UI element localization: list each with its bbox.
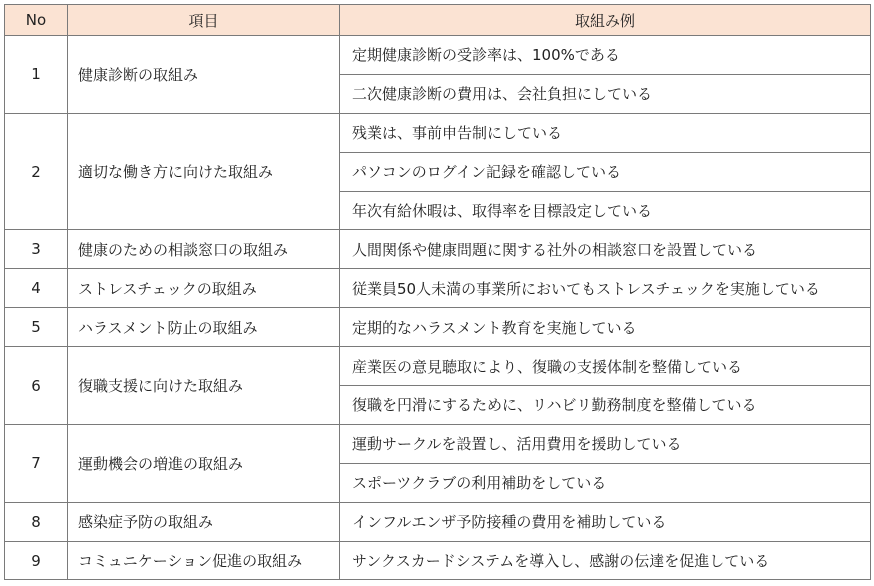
table-container (4, 4, 871, 580)
row-example: 産業医の意見聴取により、復職の支援体制を整備している (340, 347, 871, 386)
header-row (5, 5, 871, 36)
row-number: 6 (5, 347, 68, 425)
table-row (5, 36, 871, 75)
row-number: 8 (5, 502, 68, 541)
table-row (5, 269, 871, 308)
initiatives-table (4, 4, 871, 580)
row-item: 健康診断の取組み (68, 36, 340, 114)
row-item: コミュニケーション促進の取組み (68, 541, 340, 580)
row-number: 9 (5, 541, 68, 580)
row-number: 5 (5, 308, 68, 347)
row-example: パソコンのログイン記録を確認している (340, 152, 871, 191)
table-row (5, 230, 871, 269)
row-example: 復職を円滑にするために、リハビリ勤務制度を整備している (340, 386, 871, 425)
row-example: インフルエンザ予防接種の費用を補助している (340, 502, 871, 541)
header-item: 項目 (68, 5, 340, 36)
table-row (5, 308, 871, 347)
row-number: 7 (5, 424, 68, 502)
table-row (5, 113, 871, 152)
row-number: 4 (5, 269, 68, 308)
row-example: 運動サークルを設置し、活用費用を援助している (340, 424, 871, 463)
row-example: 二次健康診断の費用は、会社負担にしている (340, 74, 871, 113)
row-number: 3 (5, 230, 68, 269)
row-example: スポーツクラブの利用補助をしている (340, 463, 871, 502)
row-example: 人間関係や健康問題に関する社外の相談窓口を設置している (340, 230, 871, 269)
row-example: 残業は、事前申告制にしている (340, 113, 871, 152)
table-row (5, 541, 871, 580)
row-item: 復職支援に向けた取組み (68, 347, 340, 425)
row-item: ハラスメント防止の取組み (68, 308, 340, 347)
row-number: 2 (5, 113, 68, 230)
table-row (5, 502, 871, 541)
row-example: 年次有給休暇は、取得率を目標設定している (340, 191, 871, 230)
row-number: 1 (5, 36, 68, 114)
table-header (5, 5, 871, 36)
header-example: 取組み例 (340, 5, 871, 36)
row-item: 健康のための相談窓口の取組み (68, 230, 340, 269)
row-item: 感染症予防の取組み (68, 502, 340, 541)
row-example: 定期的なハラスメント教育を実施している (340, 308, 871, 347)
row-item: 運動機会の増進の取組み (68, 424, 340, 502)
row-item: ストレスチェックの取組み (68, 269, 340, 308)
row-example: 従業員50人未満の事業所においてもストレスチェックを実施している (340, 269, 871, 308)
row-item: 適切な働き方に向けた取組み (68, 113, 340, 230)
table-row (5, 347, 871, 386)
header-no: No (5, 5, 68, 36)
table-body (5, 36, 871, 580)
row-example: 定期健康診断の受診率は、100%である (340, 36, 871, 75)
row-example: サンクスカードシステムを導入し、感謝の伝達を促進している (340, 541, 871, 580)
table-row (5, 424, 871, 463)
